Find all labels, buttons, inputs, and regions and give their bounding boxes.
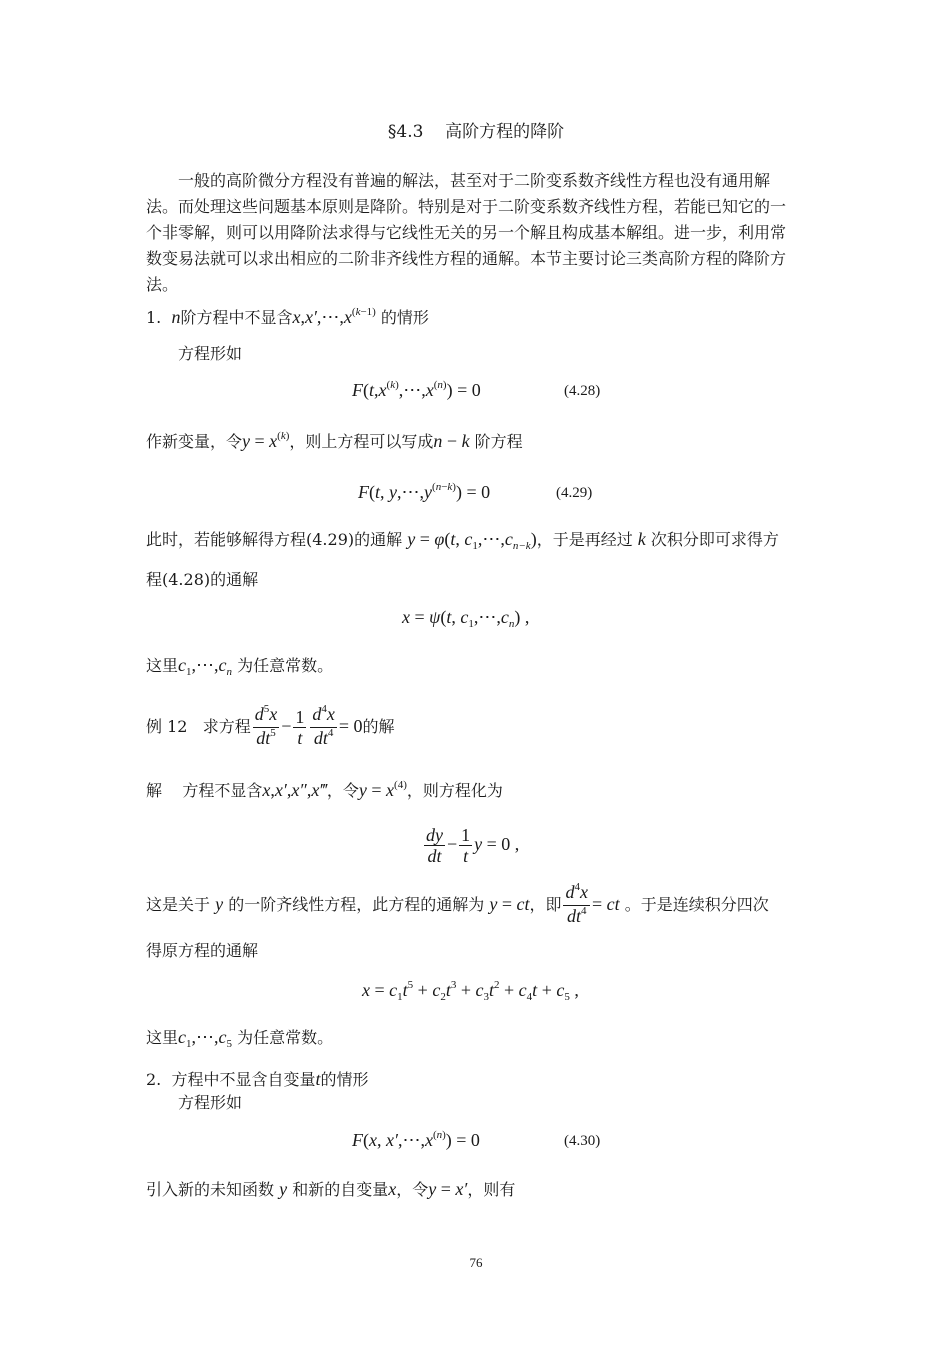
- page-number: 76: [469, 1255, 483, 1270]
- case1-heading: 1. n阶方程中不显含$x,x',\cdots,x^{(k-1)}$ 的情形: [146, 306, 429, 327]
- equation-dy-dt: $\frac{dy}{dt}$ − $\frac{1}{t}$ y = 0 ,: [426, 825, 520, 866]
- intro-line-1: 一般的高阶微分方程没有普遍的解法，甚至对于二阶变系数齐线性方程也没有通用解: [178, 171, 771, 190]
- case1-substitution-line: 作新变量，令$y = x^{(k)}$，则上方程可以写成n − k 阶方程: [146, 430, 523, 451]
- example-12-solution-line: 解 方程不显含x,x′,x″,x‴，令$y = x^{(4)}$，则方程化为: [146, 779, 503, 800]
- section-number: §4.3: [387, 122, 424, 142]
- equation-general-solution: x = ψ(t, $c_1,\cdots,c_n$) ,: [402, 607, 530, 630]
- case2-heading: 2. 方程中不显含自变量t的情形: [146, 1069, 369, 1089]
- intro-line-4: 数变易法就可以求出相应的二阶非齐线性方程的通解。本节主要讨论三类高阶方程的降阶方: [146, 249, 787, 268]
- example-12-linear-line: 这是关于 y 的一阶齐线性方程，此方程的通解为 y = ct，即 $\frac{d^4x}{dt^4}$ = ct 。于是连续积分四次: [146, 881, 769, 926]
- fraction-d5x-dt5: $\frac{d^5x}{dt^5}$: [254, 703, 278, 748]
- equation-4-29-tag: (4.29): [556, 485, 593, 501]
- case2-form-text: 方程形如: [178, 1093, 243, 1112]
- intro-line-3: 个非零解，则可以用降阶法求得与它线性无关的另一个解且构成基本解组。进一步，利用常: [146, 223, 787, 242]
- equation-4-30-tag: (4.30): [564, 1133, 601, 1149]
- case1-constants-line: 这里$c_1,\cdots,c_n$ 为任意常数。: [146, 655, 334, 678]
- case1-form-text: 方程形如: [178, 344, 243, 363]
- intro-line-5: 法。: [146, 275, 179, 294]
- equation-4-30: F(x, $x',\cdots,x^{(n)}) = 0$: [352, 1129, 480, 1150]
- fraction-d4x-dt4: $\frac{d^4x}{dt^4}$: [312, 703, 335, 748]
- equation-4-29: F(t, $y,\cdots,y^{(n-k)}) = 0$: [358, 481, 491, 502]
- equation-4-28-tag: (4.28): [564, 383, 601, 399]
- equation-4-28: $F(t,x^{(k)},\cdots,x^{(n)}) = 0$: [352, 379, 481, 400]
- section-title: 高阶方程的降阶: [445, 122, 565, 142]
- example-12-general-text: 得原方程的通解: [146, 941, 259, 960]
- example-12-constants-line: 这里$c_1,\cdots,c_5$ 为任意常数。: [146, 1027, 334, 1050]
- intro-line-2: 法。而处理这些问题基本原则是降阶。特别是对于二阶变系数齐线性方程，若能已知它的一: [146, 197, 787, 216]
- fraction-1-over-t: $\frac{1}{t}$: [295, 707, 305, 748]
- equation-polynomial-solution: $x = c_1t^5 + c_2t^3 + c_3t^2 + c_4t + c_5$ ,: [362, 979, 579, 1003]
- section-heading: [0, 117, 952, 142]
- case2-intro-line: 引入新的未知函数 y 和新的自变量x，令y = x′，则有: [146, 1179, 516, 1199]
- case1-solution-line: 此时，若能够解得方程(4.29)的通解 y = φ(t, $c_1,\cdots,c_{n-k}$)，于是再经过 k 次积分即可求得方: [146, 529, 779, 552]
- example-12-statement: 例 12 求方程 $\frac{d^5x}{dt^5}$ − $\frac{1}{t}$ $\frac{d^4x}{dt^4}$ = 0的解: [146, 704, 395, 751]
- case1-solution-line-2: 程(4.28)的通解: [146, 570, 259, 589]
